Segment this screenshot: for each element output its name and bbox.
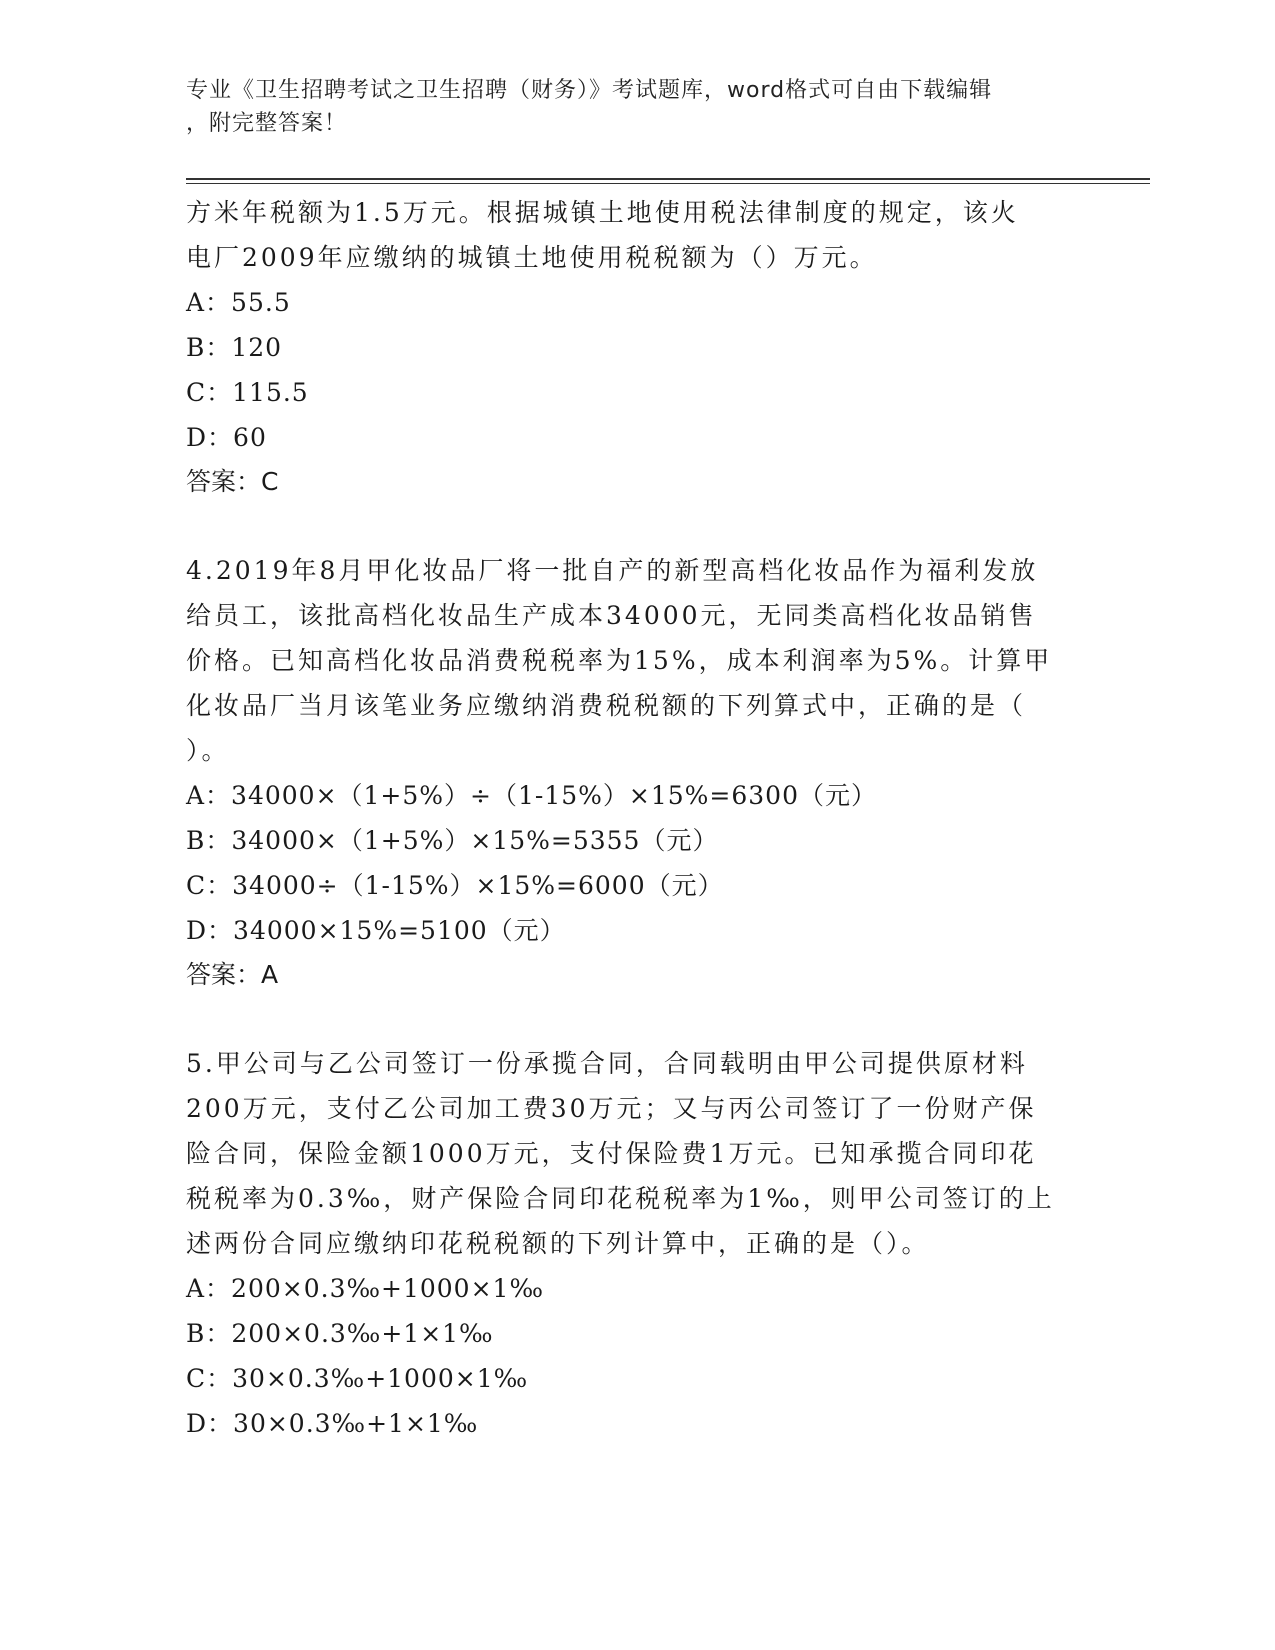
question-5-text-line-1: 5.甲公司与乙公司签订一份承揽合同，合同载明由甲公司提供原材料 — [186, 1049, 1028, 1078]
question-4-option-a: A：34000×（1+5%）÷（1-15%）×15%=6300（元） — [186, 781, 877, 810]
question-4-text-line-2: 给员工，该批高档化妆品生产成本34000元，无同类高档化妆品销售 — [186, 601, 1037, 630]
question-4-text-line-1: 4.2019年8月甲化妆品厂将一批自产的新型高档化妆品作为福利发放 — [186, 556, 1039, 585]
header-rule-thin — [186, 183, 1150, 184]
question-5-option-c: C：30×0.3‰+1000×1‰ — [186, 1364, 529, 1393]
question-4 — [186, 548, 1070, 997]
question-5-text-line-4: 税税率为0.3‰，财产保险合同印花税税率为1‰，则甲公司签订的上 — [186, 1184, 1055, 1213]
document-header — [186, 74, 1066, 140]
question-spacer — [186, 997, 1070, 1041]
question-3 — [186, 190, 1070, 504]
question-3-text-line-2: 电厂2009年应缴纳的城镇土地使用税税额为（）万元。 — [186, 243, 878, 272]
question-5 — [186, 1041, 1070, 1446]
question-5-option-a: A：200×0.3‰+1000×1‰ — [186, 1274, 544, 1303]
header-line-1: 专业《卫生招聘考试之卫生招聘（财务）》考试题库，word格式可自由下载编辑 — [186, 78, 993, 103]
question-4-option-d: D：34000×15%=5100（元） — [186, 916, 566, 945]
question-5-text-line-2: 200万元，支付乙公司加工费30万元；又与丙公司签订了一份财产保 — [186, 1094, 1037, 1123]
question-3-option-c: C：115.5 — [186, 378, 309, 407]
question-3-answer: 答案：C — [186, 467, 279, 496]
document-body — [186, 190, 1070, 1446]
question-4-text-line-5: ）。 — [186, 736, 230, 765]
question-4-text-line-4: 化妆品厂当月该笔业务应缴纳消费税税额的下列算式中，正确的是（ — [186, 691, 1027, 720]
question-5-option-d: D：30×0.3‰+1×1‰ — [186, 1409, 479, 1438]
header-line-2: ，附完整答案！ — [186, 111, 348, 136]
question-4-option-b: B：34000×（1+5%）×15%=5355（元） — [186, 826, 719, 855]
question-5-text-line-3: 险合同，保险金额1000万元，支付保险费1万元。已知承揽合同印花 — [186, 1139, 1037, 1168]
question-5-text-line-5: 述两份合同应缴纳印花税税额的下列计算中，正确的是（）。 — [186, 1229, 930, 1258]
question-5-option-b: B：200×0.3‰+1×1‰ — [186, 1319, 494, 1348]
question-4-option-c: C：34000÷（1-15%）×15%=6000（元） — [186, 871, 724, 900]
question-4-answer: 答案：A — [186, 960, 279, 989]
question-4-text-line-3: 价格。已知高档化妆品消费税税率为15%，成本利润率为5%。计算甲 — [186, 646, 1053, 675]
header-rule-thick — [186, 178, 1150, 180]
question-3-text-line-1: 方米年税额为1.5万元。根据城镇土地使用税法律制度的规定，该火 — [186, 198, 1019, 227]
question-3-option-b: B：120 — [186, 333, 283, 362]
question-spacer — [186, 504, 1070, 548]
question-3-option-d: D：60 — [186, 423, 267, 452]
question-3-option-a: A：55.5 — [186, 288, 291, 317]
